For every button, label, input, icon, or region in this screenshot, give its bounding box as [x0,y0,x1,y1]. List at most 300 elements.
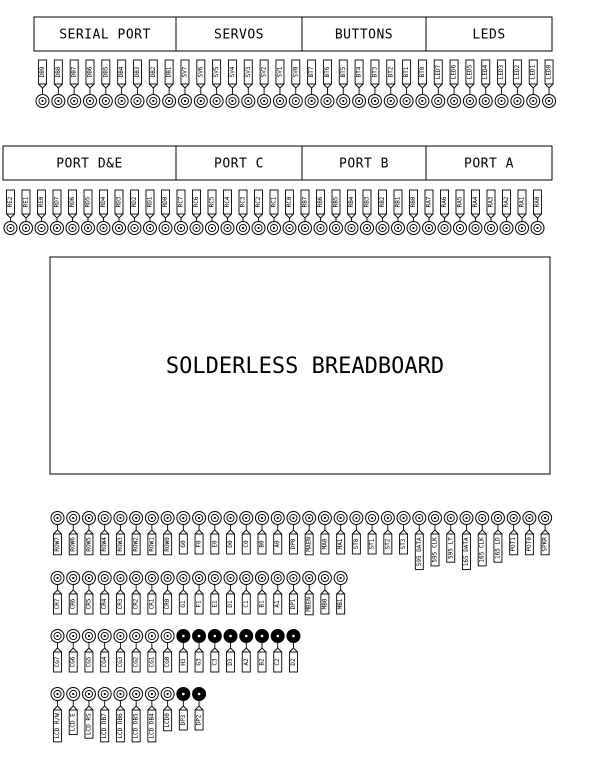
pin-mb1-label: MB1 [337,598,345,610]
pin-led5-pad-hole [469,100,471,102]
pin-dp3 [177,688,190,731]
pin-led2 [511,60,524,108]
pin-st3 [397,512,410,555]
pin-rd1-pad-hole [149,227,151,229]
pin-cg4-label: CG4 [101,656,109,668]
pin-c0-label: C0 [242,540,250,548]
pin-e0-pad-hole [214,517,216,519]
pin-rd7-pad-hole [56,227,58,229]
pin-ma1-label: MA1 [337,538,345,550]
pin-rb4-label-pointer [348,214,356,218]
pin-rc3 [237,190,250,235]
pin-c2-pad-hole [276,635,279,638]
pin-bt5 [337,60,350,108]
pin-d2-label-pointer [289,648,297,652]
pin-e0-label: E0 [211,540,219,548]
pin-pot1-label-pointer [510,530,518,534]
pin-cr2 [130,572,143,615]
pin-cr0 [161,572,174,615]
pin-ra4-label: RA4 [472,196,479,208]
pin-d0-pad-hole [229,517,231,519]
pin-led3-pad-hole [500,100,502,102]
pin-cr5 [82,572,95,615]
pin-rc5-pad-hole [211,227,213,229]
pin-row6 [67,512,80,555]
pin-bt4-label-pointer [355,84,363,88]
pin-lcd-rs [82,688,95,739]
pin-rd2 [128,190,141,235]
pin-bt3-label: BT3 [371,66,379,78]
pin-re0-label-pointer [38,214,46,218]
pin-pot1-pad-hole [513,517,515,519]
port-pin-row [4,190,544,235]
pin-rb6-label: RB6 [317,196,324,208]
pin-bt7-label: BT7 [308,66,316,78]
pin-cg5-label-pointer [85,648,93,652]
pin-cr3 [114,572,127,615]
pin-dp0-pad-hole [292,517,294,519]
pin-rc4 [221,190,234,235]
pin-pot0-label-pointer [525,530,533,534]
pin-spkr-pad-hole [544,517,546,519]
pin-dp3-label: DP3 [179,714,187,726]
pin-rc7-label: RC7 [177,196,185,208]
pin-c3-pad-hole [214,635,217,638]
pin-rd0-label-pointer [162,214,170,218]
pin-cr1-label-pointer [148,590,156,594]
pin-165-clk-label-pointer [478,530,486,534]
pin-led3-label-pointer [498,84,506,88]
pin-row4-label: ROW4 [101,537,109,552]
pin-sv3 [242,60,255,108]
pin-row3 [114,512,127,555]
pin-595-data-pad-hole [418,517,420,519]
pin-mb1 [334,572,347,615]
pin-lcd-e [67,688,80,735]
pin-f1-pad-hole [198,577,200,579]
pin-cg6-label: CG6 [69,656,77,668]
pin-lcd-r-w-label-pointer [54,706,62,710]
pin-cg6 [67,630,80,673]
pin-rd5-label: RD5 [84,196,92,208]
pin-cr7-label: CR7 [54,598,61,610]
pin-lcd-db7-label-pointer [101,706,109,710]
pin-rc6-pad-hole [195,227,197,229]
pin-sv1-label-pointer [276,84,284,88]
pin-c0 [240,512,253,555]
pin-rd2-label: RD2 [131,196,138,208]
pin-595-clk-label-pointer [431,530,439,534]
pin-ma0-pad-hole [324,517,326,519]
pin-dp1-label-pointer [289,590,297,594]
pin-f0-label-pointer [195,530,203,534]
pin-ra4 [469,190,482,235]
pin-row4-label-pointer [101,530,109,534]
pin-mb1-pad-hole [340,577,342,579]
pin-cg2-label-pointer [132,648,140,652]
pin-cr0-pad-hole [167,577,169,579]
pin-g3-label-pointer [195,648,203,652]
pin-maen [303,512,316,555]
pin-mb1-label-pointer [337,590,345,594]
pin-cr4-pad-hole [104,577,106,579]
pin-165-ld [491,512,504,563]
pin-a1 [271,572,284,615]
pin-rb3-label: RB3 [363,196,371,208]
pin-rd3-pad-hole [118,227,120,229]
pin-a2 [240,630,253,673]
pin-led7 [432,60,445,108]
pin-st3-label-pointer [400,530,408,534]
header-label-serial-port: SERIAL PORT [59,27,151,43]
pin-db7 [68,60,81,108]
pin-cg6-pad-hole [72,635,74,637]
pin-g0-label: G0 [179,540,187,548]
pin-led7-label-pointer [434,84,442,88]
pin-sv6-label-pointer [197,84,205,88]
pin-led0-pad-hole [548,100,550,102]
pin-row1-pad-hole [151,517,153,519]
pin-re0-label: RE0 [38,196,45,208]
pin-rd6 [66,190,79,235]
pin-bt0-pad-hole [421,100,423,102]
pin-rd4-label-pointer [100,214,108,218]
pin-rd4 [97,190,110,235]
pin-cg0-pad-hole [167,635,169,637]
pin-ra3-label-pointer [487,214,495,218]
pin-re2-pad-hole [9,227,11,229]
pin-led3 [495,60,508,108]
pin-cr1-pad-hole [151,577,153,579]
pin-ma1-pad-hole [340,517,342,519]
pin-bt6-label-pointer [323,84,331,88]
pin-dp2 [193,688,206,731]
pin-cg0 [161,630,174,673]
pin-cr5-pad-hole [88,577,90,579]
pin-db6-pad-hole [89,100,91,102]
pin-cg1 [145,630,158,673]
pin-lcd-rs-label-pointer [85,706,93,710]
pin-sv3-label-pointer [244,84,252,88]
pin-db6-label: DB6 [86,66,94,78]
pin-g3-label: G3 [195,658,203,666]
pin-c3 [208,630,221,673]
pin-rb2-label: RB2 [379,196,386,208]
header-label-port-b: PORT B [339,156,389,172]
pin-ra6-label-pointer [441,214,449,218]
pin-ra3 [485,190,498,235]
pin-rd3-label: RD3 [115,196,123,208]
pin-rd6-label-pointer [69,214,77,218]
pin-st1-label-pointer [368,530,376,534]
pin-sv6-pad-hole [200,100,202,102]
pin-rc2-pad-hole [257,227,259,229]
top-pin-row [36,60,556,108]
pin-a1-label: A1 [274,600,282,608]
pin-st2-pad-hole [387,517,389,519]
pin-led0 [543,60,556,108]
pin-b0-pad-hole [261,517,263,519]
pin-ra5-pad-hole [459,227,461,229]
pin-g3 [193,630,206,673]
pin-rd4-label: RD4 [100,196,107,208]
pin-dp1-label: DP1 [289,598,297,610]
pin-cg6-label-pointer [69,648,77,652]
pin-165-ld-pad-hole [497,517,499,519]
pin-c0-pad-hole [245,517,247,519]
pin-h3-label-pointer [179,648,187,652]
pin-b2 [255,630,268,673]
pin-a1-label-pointer [274,590,282,594]
pin-f0-label: F0 [195,540,203,548]
pin-st2 [381,512,394,555]
pin-mb0-label-pointer [321,590,329,594]
pin-d2-pad-hole [292,635,295,638]
pin-g1 [177,572,190,615]
pin-sv0-pad-hole [295,100,297,102]
pin-led0-label-pointer [545,84,553,88]
pin-rc3-label-pointer [239,214,247,218]
pin-cg1-label-pointer [148,648,156,652]
pin-ra7-label-pointer [425,214,433,218]
pin-dp0-label-pointer [289,530,297,534]
pin-ra1-pad-hole [521,227,523,229]
port-header-group [3,146,552,180]
pin-cr2-label: CR2 [132,598,140,610]
pin-row3-label: ROW3 [116,537,124,552]
pin-rc0-label: RC0 [286,196,293,208]
pin-cg7-label-pointer [54,648,62,652]
pin-lcd0-label-pointer [164,706,172,710]
pin-led4-pad-hole [485,100,487,102]
pin-cr5-label-pointer [85,590,93,594]
pin-row2 [130,512,143,555]
pin-sv6-label: SV6 [197,66,205,78]
pin-st2-label-pointer [384,530,392,534]
pin-rb1-label: RB1 [394,196,402,208]
pin-e0 [208,512,221,555]
pin-row0-label-pointer [164,530,172,534]
pin-cr7-pad-hole [56,577,58,579]
pin-595-data-label: 595 DATA [415,537,423,567]
pin-lcd-db5 [130,688,143,742]
pin-rb5-label-pointer [332,214,340,218]
pin-ra6-label: RA6 [441,196,448,208]
pin-row5-label-pointer [85,530,93,534]
pin-sv7-label-pointer [181,84,189,88]
pin-rc6-label-pointer [193,214,201,218]
pin-cg2-label: CG2 [132,656,140,668]
pin-ra7-label: RA7 [425,196,433,208]
pin-cr4-label: CR4 [101,598,109,610]
pin-ma0-label-pointer [321,530,329,534]
pin-rc0-label-pointer [286,214,294,218]
pin-re1-label: RE1 [22,196,30,208]
pin-maen-pad-hole [308,517,310,519]
pin-rd1-label: RD1 [146,196,154,208]
pin-e1-pad-hole [214,577,216,579]
pin-rc1 [268,190,281,235]
bottom-row-1 [51,512,552,570]
pin-db1-pad-hole [168,100,170,102]
pin-db3-label-pointer [133,84,141,88]
pin-lcd-db7 [98,688,111,742]
pin-rd5-label-pointer [84,214,92,218]
pin-ra0-label: RA0 [534,196,541,208]
pin-cg3 [114,630,127,673]
pin-row4-pad-hole [104,517,106,519]
pin-ma1 [334,512,347,555]
pin-cr3-pad-hole [119,577,121,579]
pin-165-data [460,512,473,570]
pin-lcd-db4 [145,688,158,742]
pin-c1-pad-hole [245,577,247,579]
pin-lcd0 [161,688,174,731]
pin-db8-label-pointer [54,84,62,88]
pin-165-clk-label: 165 CLK [478,537,486,563]
pin-db4 [115,60,128,108]
pin-st3-pad-hole [402,517,404,519]
pin-cr5-label: CR5 [85,598,93,610]
pin-row3-label-pointer [116,530,124,534]
header-label-port-c: PORT C [214,156,264,172]
pin-bt0 [416,60,429,108]
pin-led2-label-pointer [513,84,521,88]
pin-sv4-label: SV4 [228,66,236,78]
pin-bt2 [384,60,397,108]
pin-595-lt-label-pointer [447,530,455,534]
pin-bt0-label-pointer [418,84,426,88]
pin-dp0 [287,512,300,555]
pin-db2-label-pointer [149,84,157,88]
pin-rb3 [361,190,374,235]
pin-lcd-db5-pad-hole [135,693,137,695]
header-label-leds: LEDS [472,27,506,43]
pin-cr6-label-pointer [69,590,77,594]
pin-165-data-label: 165 DATA [462,537,470,567]
pin-e0-label-pointer [211,530,219,534]
pin-ra6-pad-hole [443,227,445,229]
pin-db7-label: DB7 [70,66,78,78]
pin-rd0 [159,190,172,235]
pin-db2 [147,60,160,108]
pin-rb2 [376,190,389,235]
pin-led2-pad-hole [516,100,518,102]
pin-row7 [51,512,64,555]
pin-rc6 [190,190,203,235]
pin-dp1-pad-hole [292,577,294,579]
pin-cg3-pad-hole [119,635,121,637]
pin-db8 [52,60,65,108]
pin-row4 [98,512,111,555]
pin-cr1-label: CR1 [148,598,156,610]
pin-led4-label-pointer [482,84,490,88]
pin-row7-pad-hole [56,517,58,519]
pin-rc0-pad-hole [288,227,290,229]
pin-rb2-label-pointer [379,214,387,218]
pin-f1-label-pointer [195,590,203,594]
pin-a0-label: A0 [274,540,282,548]
pin-row2-pad-hole [135,517,137,519]
pin-st1-pad-hole [371,517,373,519]
pin-dp1 [287,572,300,615]
pin-cr7-label-pointer [54,590,62,594]
pin-led4 [479,60,492,108]
pin-h3-pad-hole [182,635,185,638]
pin-db6 [83,60,96,108]
header-label-servos: SERVOS [214,27,264,43]
pin-595-clk-label: 595 CLK [431,537,439,563]
pin-b2-label: B2 [258,658,266,666]
pin-db9-label: DB9 [39,66,46,78]
pin-bt5-label-pointer [339,84,347,88]
pin-g0-label-pointer [179,530,187,534]
top-header-group [34,17,552,51]
pin-sv4-pad-hole [231,100,233,102]
pin-cg4 [98,630,111,673]
pin-sv4-label-pointer [228,84,236,88]
pin-rb2-pad-hole [381,227,383,229]
pin-a1-pad-hole [277,577,279,579]
pin-595-lt [444,512,457,563]
pin-rb7-pad-hole [304,227,306,229]
pin-lcd-db4-pad-hole [151,693,153,695]
pin-rb1-label-pointer [394,214,402,218]
pin-cg5 [82,630,95,673]
pin-led6-pad-hole [453,100,455,102]
pin-cg1-pad-hole [151,635,153,637]
pin-lcd-db6-pad-hole [119,693,121,695]
pin-rc7 [175,190,188,235]
pin-rb6-pad-hole [319,227,321,229]
pin-rb0-label: RB0 [410,196,417,208]
pin-db3-pad-hole [136,100,138,102]
pin-lcd-db6 [114,688,127,742]
pin-lcd-r-w-pad-hole [56,693,58,695]
pin-st1 [366,512,379,555]
pin-d1-pad-hole [229,577,231,579]
pin-rb4-pad-hole [350,227,352,229]
pin-cr2-label-pointer [132,590,140,594]
pin-led6-label-pointer [450,84,458,88]
pin-dp2-label: DP2 [195,714,203,726]
pin-led4-label: LED4 [482,64,490,80]
pin-row1-label: ROW1 [148,537,156,552]
pin-lcd-db5-label: LCD DB5 [132,713,140,739]
pin-db2-pad-hole [152,100,154,102]
pin-row7-label-pointer [54,530,62,534]
pin-ra2-label-pointer [503,214,511,218]
pin-bt4-label: BT4 [355,66,363,78]
pin-st0-pad-hole [355,517,357,519]
pin-db5-label: DB5 [102,66,110,78]
pin-f0 [193,512,206,555]
pin-led7-pad-hole [437,100,439,102]
pin-595-lt-label: 595 LT [447,537,455,559]
pin-e1-label-pointer [211,590,219,594]
pin-d2 [287,630,300,673]
pin-rc0 [283,190,296,235]
pin-sv2-label-pointer [260,84,268,88]
pin-mben [303,572,316,615]
pin-f0-pad-hole [198,517,200,519]
pin-row1-label-pointer [148,530,156,534]
pin-bt2-label: BT2 [387,66,395,78]
pin-st0 [350,512,363,555]
pin-row6-label: ROW6 [69,537,77,552]
pin-rd1 [144,190,157,235]
pin-rd0-pad-hole [164,227,166,229]
